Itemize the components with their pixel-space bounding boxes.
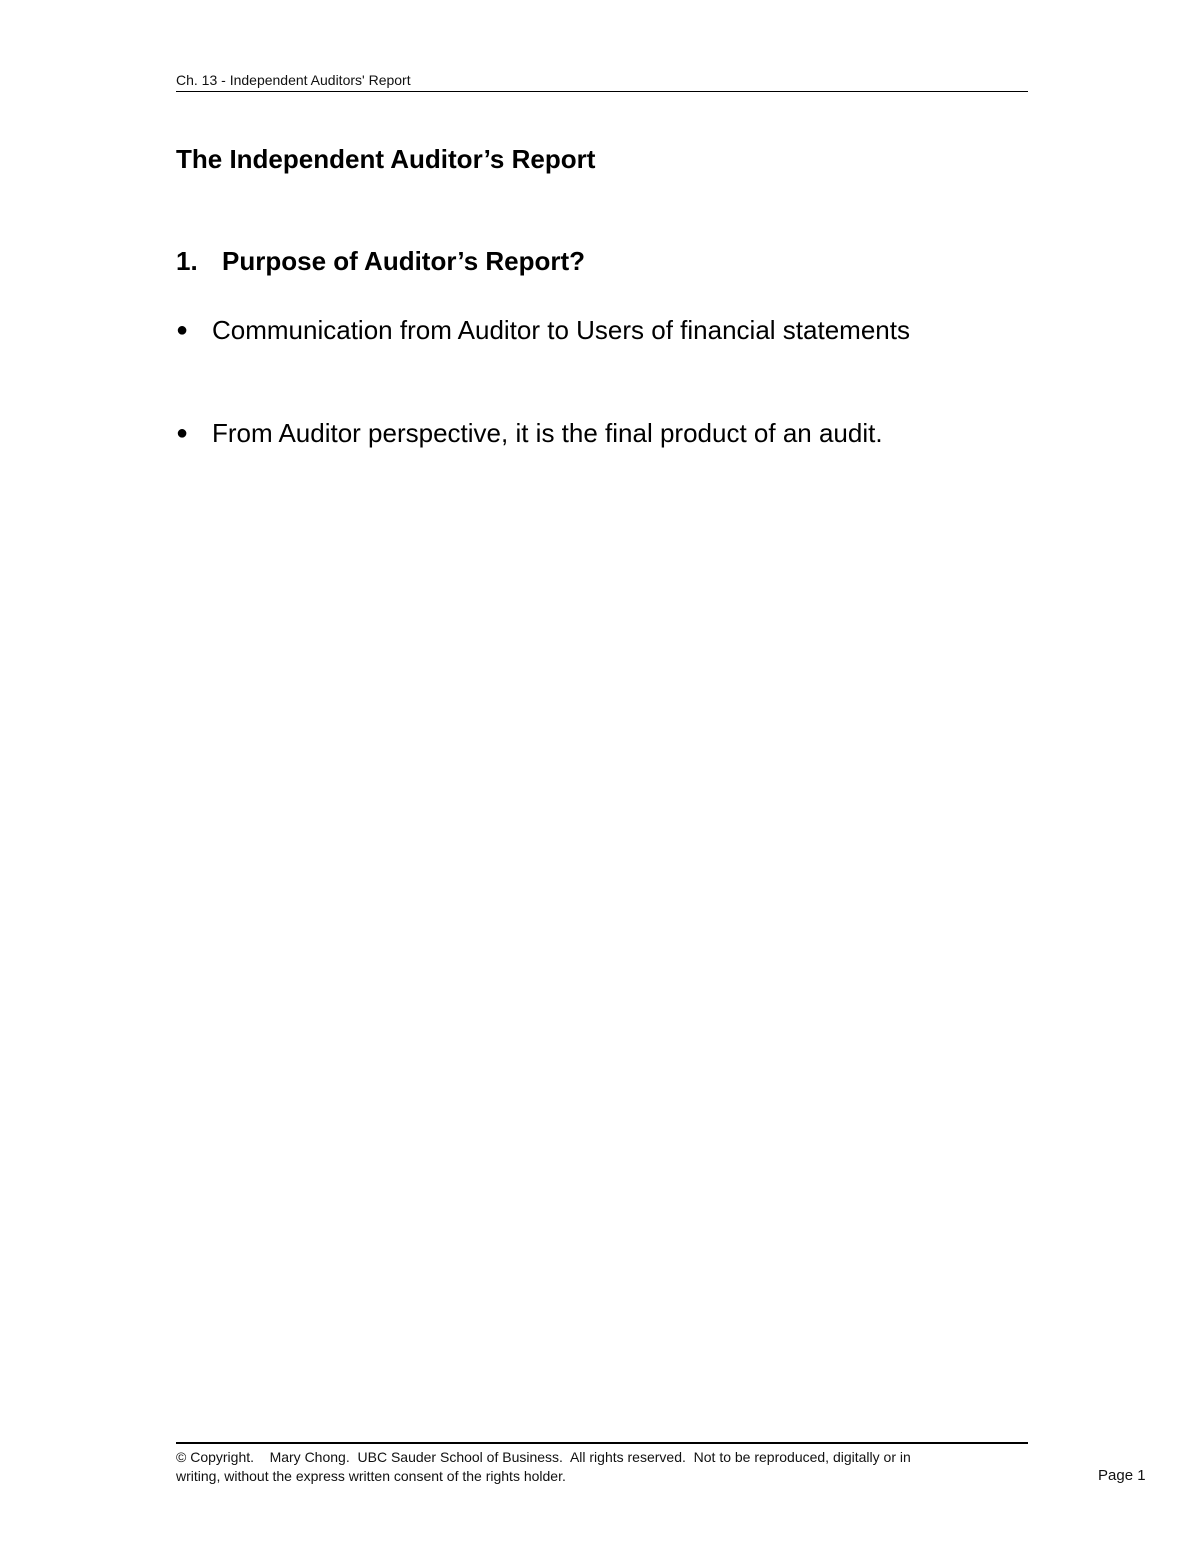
bullet-item xyxy=(176,415,1036,451)
bullet-text: Communication from Auditor to Users of financial statements xyxy=(212,315,910,345)
footer-divider xyxy=(176,1442,1028,1444)
bullet-list xyxy=(176,312,1036,451)
section-heading-text: Purpose of Auditor’s Report? xyxy=(222,246,586,276)
bullet-text: From Auditor perspective, it is the final product of an audit. xyxy=(212,418,883,448)
footer-copyright-line: writing, without the express written consent of the rights holder. xyxy=(176,1468,566,1484)
bullet-dot-icon: ● xyxy=(176,319,189,341)
running-header: Ch. 13 - Independent Auditors' Report xyxy=(176,72,1028,92)
footer-copyright xyxy=(176,1448,1036,1486)
document-title: The Independent Auditor’s Report xyxy=(176,144,596,174)
bullet-item xyxy=(176,312,1036,348)
section-heading xyxy=(176,244,585,278)
bullet-dot-icon: ● xyxy=(176,422,189,444)
section-number: 1. xyxy=(176,246,198,276)
footer-copyright-line: © Copyright. Mary Chong. UBC Sauder School of Business. All rights reserved. Not to be reproduced, digitally or in xyxy=(176,1449,911,1465)
page-number: Page 1 xyxy=(1098,1467,1146,1484)
